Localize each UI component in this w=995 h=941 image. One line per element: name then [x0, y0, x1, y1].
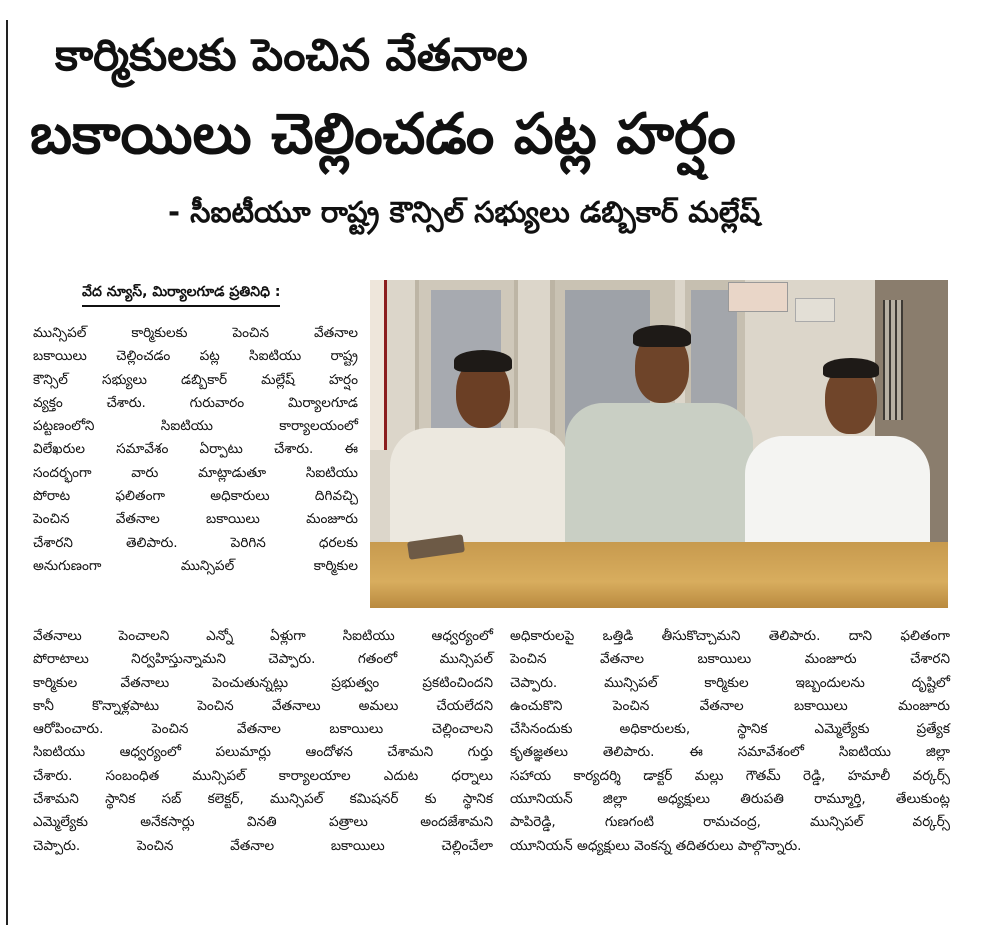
- news-photo: [370, 280, 948, 608]
- text-line: చేసినందుకు అధికారులకు, స్థానిక ఎమ్మెల్యేకు ప్రత్యేక: [510, 721, 950, 738]
- text-line: అధికారులపై ఒత్తిడి తీసుకొచ్చామని తెలిపారు. దాని ఫలితంగా: [510, 628, 950, 644]
- text-line: సహాయ కార్యదర్శి డాక్టర్ మల్లు గౌతమ్ రెడ్డి, హమాలీ వర్కర్స్: [510, 767, 950, 784]
- article-column-2: [510, 625, 950, 858]
- text-line: ఉంచుకొని పెంచిన వేతనాల బకాయిలు మంజూరు: [510, 697, 950, 714]
- headline-line-1: కార్మికులకు పెంచిన వేతనాల: [55, 30, 528, 81]
- text-line: వేతనాలు పెంచాలని ఎన్నో ఏళ్లుగా సిఐటియు ఆధ్వర్యంలో: [33, 628, 493, 644]
- article-column-1-bottom: [33, 625, 493, 858]
- text-line: విలేఖరుల సమావేశం ఏర్పాటు చేశారు. ఈ: [33, 441, 358, 458]
- text-line: కానీ కొన్నాళ్లపాటు పెంచిన వేతనాలు అమలు చేయలేదని: [33, 697, 493, 714]
- text-line: కౌన్సిల్ సభ్యులు డబ్బికార్ మల్లేష్ హర్షం: [33, 371, 358, 388]
- text-line: కార్మికుల వేతనాలు పెంచుతున్నట్లు ప్రభుత్వం ప్రకటించిందని: [33, 674, 493, 691]
- text-line: పోరాట ఫలితంగా అధికారులు దిగివచ్చి: [33, 488, 358, 505]
- text-line: పట్టణంలోని సిఐటియు కార్యాలయంలో: [33, 418, 358, 435]
- text-line: యూనియన్ అధ్యక్షులు వెంకన్న తదితరులు పాల్గొన్నారు.: [510, 837, 802, 854]
- text-line: ఎమ్మెల్యేకు అనేకసార్లు వినతి పత్రాలు అందజేశామని: [33, 814, 493, 831]
- text-line: చెప్పారు. పెంచిన వేతనాల బకాయిలు చెల్లించేలా: [33, 837, 493, 854]
- subheadline: - సీఐటీయూ రాష్ట్ర కౌన్సిల్ సభ్యులు డబ్బికార్ మల్లేష్: [168, 195, 761, 229]
- text-line: పాపిరెడ్డి, గుణగంటి రామచంద్ర, మున్సిపల్ వర్కర్స్: [510, 814, 950, 831]
- text-line: చేశారు. సంబంధిత మున్సిపల్ కార్యాలయాల ఎదుట ధర్నాలు: [33, 767, 493, 784]
- headline-line-2: బకాయిలు చెల్లించడం పట్ల హర్షం: [30, 102, 736, 167]
- text-line: సందర్భంగా వారు మాట్లాడుతూ సిఐటియు: [33, 464, 358, 481]
- text-line: చెప్పారు. మున్సిపల్ కార్మికుల ఇబ్బందులను దృష్టిలో: [510, 674, 950, 691]
- text-line: చేశారని తెలిపారు. పెరిగిన ధరలకు: [33, 534, 358, 551]
- text-line: పోరాటాలు నిర్వహిస్తున్నామని చెప్పారు. గతంలో మున్సిపల్: [33, 651, 493, 668]
- text-line: పెంచిన వేతనాల బకాయిలు మంజూరు చేశారని: [510, 651, 950, 668]
- text-line: అనుగుణంగా మున్సిపల్ కార్మికుల: [33, 557, 358, 574]
- text-line: ఆరోపించారు. పెంచిన వేతనాల బకాయిలు చెల్లించాలని: [33, 721, 493, 738]
- text-line: కృతజ్ఞతలు తెలిపారు. ఈ సమావేశంలో సిఐటియు జిల్లా: [510, 744, 950, 761]
- text-line: చేశామని స్థానిక సబ్ కలెక్టర్, మున్సిపల్ కమిషనర్ కు స్థానిక: [33, 791, 493, 808]
- text-line: వ్యక్తం చేశారు. గురువారం మిర్యాలగూడ: [33, 394, 358, 411]
- text-line: యూనియన్ జిల్లా అధ్యక్షులు తిరుపతి రామ్మూర్తి, తేలుకుంట్ల: [510, 791, 950, 808]
- column-rule: [6, 20, 8, 925]
- article-column-1-top: [33, 322, 358, 578]
- text-line: పెంచిన వేతనాల బకాయిలు మంజూరు: [33, 511, 358, 528]
- byline: వేద న్యూస్, మిర్యాలగూడ ప్రతినిధి :: [82, 280, 280, 307]
- text-line: మున్సిపల్ కార్మికులకు పెంచిన వేతనాల: [33, 325, 358, 341]
- text-line: సిఐటియు ఆధ్వర్యంలో పలుమార్లు ఆందోళన చేశామని గుర్తు: [33, 744, 493, 761]
- text-line: బకాయిలు చెల్లించడం పట్ల సిఐటియు రాష్ట్ర: [33, 348, 358, 365]
